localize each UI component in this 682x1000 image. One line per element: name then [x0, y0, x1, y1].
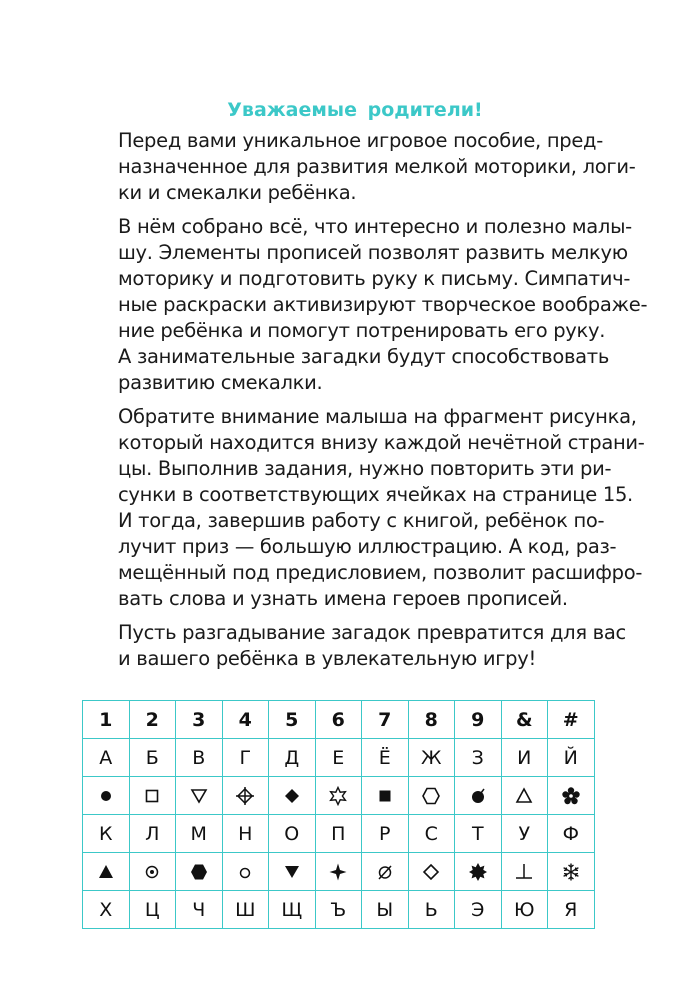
code-letter-cell: Ш — [222, 891, 269, 929]
number-row — [83, 701, 595, 739]
filled-square-icon — [375, 786, 395, 806]
code-symbol-cell — [501, 777, 548, 815]
symbol-row — [83, 853, 595, 891]
text-line: Пусть разгадывание загадок превратится для вас — [118, 621, 626, 644]
code-letter-cell: Й — [548, 739, 595, 777]
code-number-cell: # — [548, 701, 595, 739]
code-letter-cell: У — [501, 815, 548, 853]
text-line: цы. Выполнив задания, нужно повторить эти ри- — [118, 457, 612, 480]
code-symbol-cell — [455, 777, 502, 815]
code-symbol-cell — [408, 853, 455, 891]
code-symbol-cell — [83, 777, 130, 815]
filled-up-triangle-icon — [96, 862, 116, 882]
code-letter-cell: Ч — [176, 891, 223, 929]
open-up-triangle-icon — [514, 786, 534, 806]
text-line: лучит приз — большую иллюстрацию. А код, раз- — [118, 535, 617, 558]
four-point-star-icon — [328, 862, 348, 882]
code-letter-cell: Ь — [408, 891, 455, 929]
code-letter-cell: В — [176, 739, 223, 777]
code-number-cell: 8 — [408, 701, 455, 739]
code-letter-cell: С — [408, 815, 455, 853]
code-letter-cell: Т — [455, 815, 502, 853]
code-number-cell: 7 — [362, 701, 409, 739]
preface-body — [118, 128, 648, 672]
code-letter-cell: О — [269, 815, 316, 853]
paragraph — [118, 128, 636, 206]
filled-diamond-icon — [282, 786, 302, 806]
code-letter-cell: К — [83, 815, 130, 853]
code-symbol-cell — [501, 853, 548, 891]
text-line: ные раскраски активизируют творческое воображе- — [118, 293, 648, 316]
code-letter-cell: Э — [455, 891, 502, 929]
text-line: ки и смекалки ребёнка. — [118, 181, 357, 204]
text-line: сунки в соответствующих ячейках на странице 15. — [118, 483, 633, 506]
slashed-circle-icon — [375, 862, 395, 882]
open-down-triangle-icon — [189, 786, 209, 806]
paragraph — [118, 404, 645, 612]
code-symbol-cell — [315, 853, 362, 891]
text-line: моторику и подготовить руку к письму. Симпатич- — [118, 267, 631, 290]
open-hexagon-icon — [421, 786, 441, 806]
code-letter-cell: Ю — [501, 891, 548, 929]
text-line: Обратите внимание малыша на фрагмент рисунка, — [118, 405, 637, 428]
code-letter-cell: Щ — [269, 891, 316, 929]
letter-row — [83, 739, 595, 777]
text-line: который находится внизу каждой нечётной страни- — [118, 431, 645, 454]
code-number-cell: 1 — [83, 701, 130, 739]
code-symbol-cell — [362, 853, 409, 891]
code-letter-cell: П — [315, 815, 362, 853]
code-letter-cell: Д — [269, 739, 316, 777]
filled-down-triangle-icon — [282, 862, 302, 882]
code-number-cell: 3 — [176, 701, 223, 739]
flower-icon — [561, 786, 581, 806]
code-letter-cell: А — [83, 739, 130, 777]
text-line: мещённый под предисловием, позволит расшифро- — [118, 561, 643, 584]
letter-row — [83, 815, 595, 853]
code-symbol-cell — [129, 853, 176, 891]
code-letter-cell: Р — [362, 815, 409, 853]
code-symbol-cell — [176, 853, 223, 891]
code-letter-cell: Я — [548, 891, 595, 929]
text-line: вать слова и узнать имена героев прописей. — [118, 587, 568, 610]
code-symbol-cell — [176, 777, 223, 815]
code-symbol-cell — [269, 777, 316, 815]
text-line: шу. Элементы прописей позволят развить мелкую — [118, 241, 628, 264]
snowflake-icon — [561, 862, 581, 882]
text-line: и вашего ребёнка в увлекательную игру! — [118, 647, 536, 670]
code-letter-cell: Ъ — [315, 891, 362, 929]
open-star-icon — [328, 786, 348, 806]
filled-circle-icon — [96, 786, 116, 806]
code-symbol-cell — [269, 853, 316, 891]
open-square-icon — [142, 786, 162, 806]
filled-hexagon-icon — [189, 862, 209, 882]
code-letter-cell: З — [455, 739, 502, 777]
code-number-cell: 9 — [455, 701, 502, 739]
code-letter-cell: Б — [129, 739, 176, 777]
code-letter-cell: М — [176, 815, 223, 853]
preface — [118, 98, 648, 680]
code-symbol-cell — [222, 853, 269, 891]
text-line: назначенное для развития мелкой моторики, логи- — [118, 155, 636, 178]
code-letter-cell: Х — [83, 891, 130, 929]
open-diamond-icon — [421, 862, 441, 882]
crosshair-diamond-icon — [235, 786, 255, 806]
code-number-cell: 4 — [222, 701, 269, 739]
text-line: В нём собрано всё, что интересно и полезно малы- — [118, 215, 632, 238]
code-number-cell: 5 — [269, 701, 316, 739]
up-tack-icon — [514, 862, 534, 882]
text-line: И тогда, завершив работу с книгой, ребёнок по- — [118, 509, 605, 532]
code-symbol-cell — [548, 777, 595, 815]
text-line: ние ребёнка и помогут потренировать его руку. — [118, 319, 606, 342]
target-circle-icon — [142, 862, 162, 882]
cipher-table — [82, 700, 595, 929]
code-letter-cell: Е — [315, 739, 362, 777]
code-symbol-cell — [129, 777, 176, 815]
code-letter-cell: И — [501, 739, 548, 777]
code-symbol-cell — [315, 777, 362, 815]
code-symbol-cell — [222, 777, 269, 815]
code-letter-cell: Ё — [362, 739, 409, 777]
text-line: развитию смекалки. — [118, 371, 323, 394]
code-letter-cell: Н — [222, 815, 269, 853]
code-letter-cell: Ц — [129, 891, 176, 929]
code-letter-cell: Ф — [548, 815, 595, 853]
paragraph — [118, 214, 648, 396]
symbol-row — [83, 777, 595, 815]
code-letter-cell: Ы — [362, 891, 409, 929]
code-letter-cell: Ж — [408, 739, 455, 777]
code-letter-cell: Г — [222, 739, 269, 777]
leaf-circle-icon — [468, 786, 488, 806]
text-line: А занимательные загадки будут способствовать — [118, 345, 610, 368]
code-number-cell: & — [501, 701, 548, 739]
paragraph — [118, 620, 626, 672]
text-line: Перед вами уникальное игровое пособие, пред- — [118, 129, 603, 152]
small-open-circle-icon — [235, 862, 255, 882]
letter-row — [83, 891, 595, 929]
code-symbol-cell — [83, 853, 130, 891]
code-symbol-cell — [408, 777, 455, 815]
code-number-cell: 6 — [315, 701, 362, 739]
code-symbol-cell — [548, 853, 595, 891]
code-symbol-cell — [455, 853, 502, 891]
preface-heading: Уважаемые родители! — [227, 99, 483, 121]
code-number-cell: 2 — [129, 701, 176, 739]
code-symbol-cell — [362, 777, 409, 815]
code-letter-cell: Л — [129, 815, 176, 853]
filled-star-icon — [468, 862, 488, 882]
